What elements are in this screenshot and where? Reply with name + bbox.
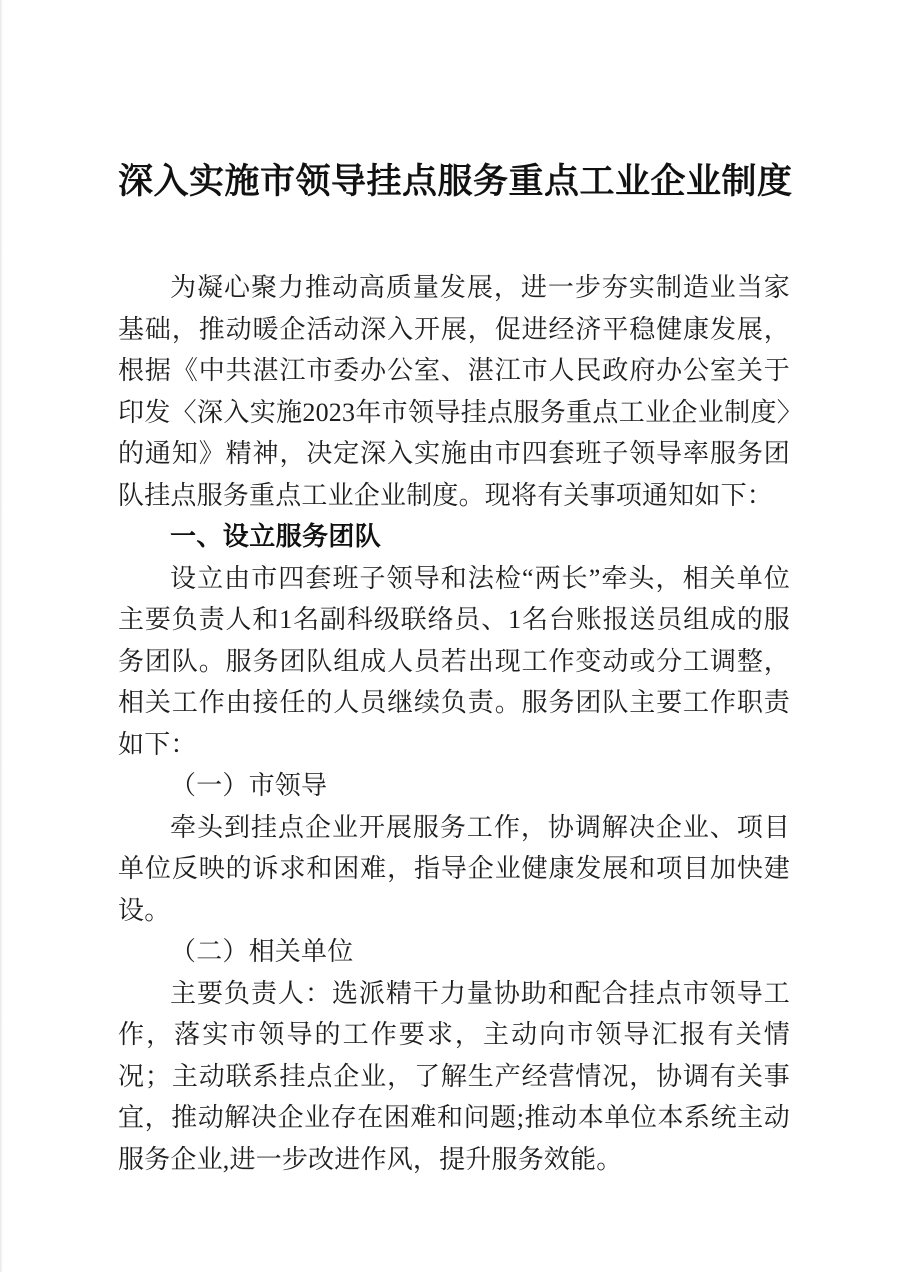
sub-heading-1-2: （二）相关单位 — [170, 937, 354, 966]
section-heading-1: 一、设立服务团队 — [170, 521, 382, 551]
scan-edge-left — [0, 0, 3, 1272]
paragraph-related-unit-duties: 主要负责人：选派精干力量协助和配合挂点市领导工作，落实市领导的工作要求，主动向市领导汇报有关情况；主动联系挂点企业，了解生产经营情况，协调有关事宜，推动解决企业存在困难和问题;推动本单位本系统主动服务企业,进一步改进作风，提升服务效能。 — [118, 978, 790, 1174]
sub-heading-1-1: （一）市领导 — [170, 771, 328, 800]
page-title: 深入实施市领导挂点服务重点工业企业制度 — [118, 162, 793, 201]
paragraph-preamble: 为凝心聚力推动高质量发展，进一步夯实制造业当家基础，推动暖企活动深入开展，促进经济平稳健康发展，根据《中共湛江市委办公室、湛江市人民政府办公室关于印发〈深入实施2023年市领导挂点服务重点工业企业制度〉的通知》精神，决定深入实施由市四套班子领导率服务团队挂点服务重点工业企业制度。现将有关事项通知如下： — [118, 273, 790, 510]
paragraph-team-setup: 设立由市四套班子领导和法检“两长”牵头，相关单位主要负责人和1名副科级联络员、1名台账报送员组成的服务团队。服务团队组成人员若出现工作变动或分工调整，相关工作由接任的人员继续负责。服务团队主要工作职责如下： — [118, 563, 790, 759]
paragraph-city-leader-duties: 牵头到挂点企业开展服务工作，协调解决企业、项目单位反映的诉求和困难，指导企业健康发展和项目加快建设。 — [118, 812, 790, 925]
document-content — [118, 0, 793, 1180]
